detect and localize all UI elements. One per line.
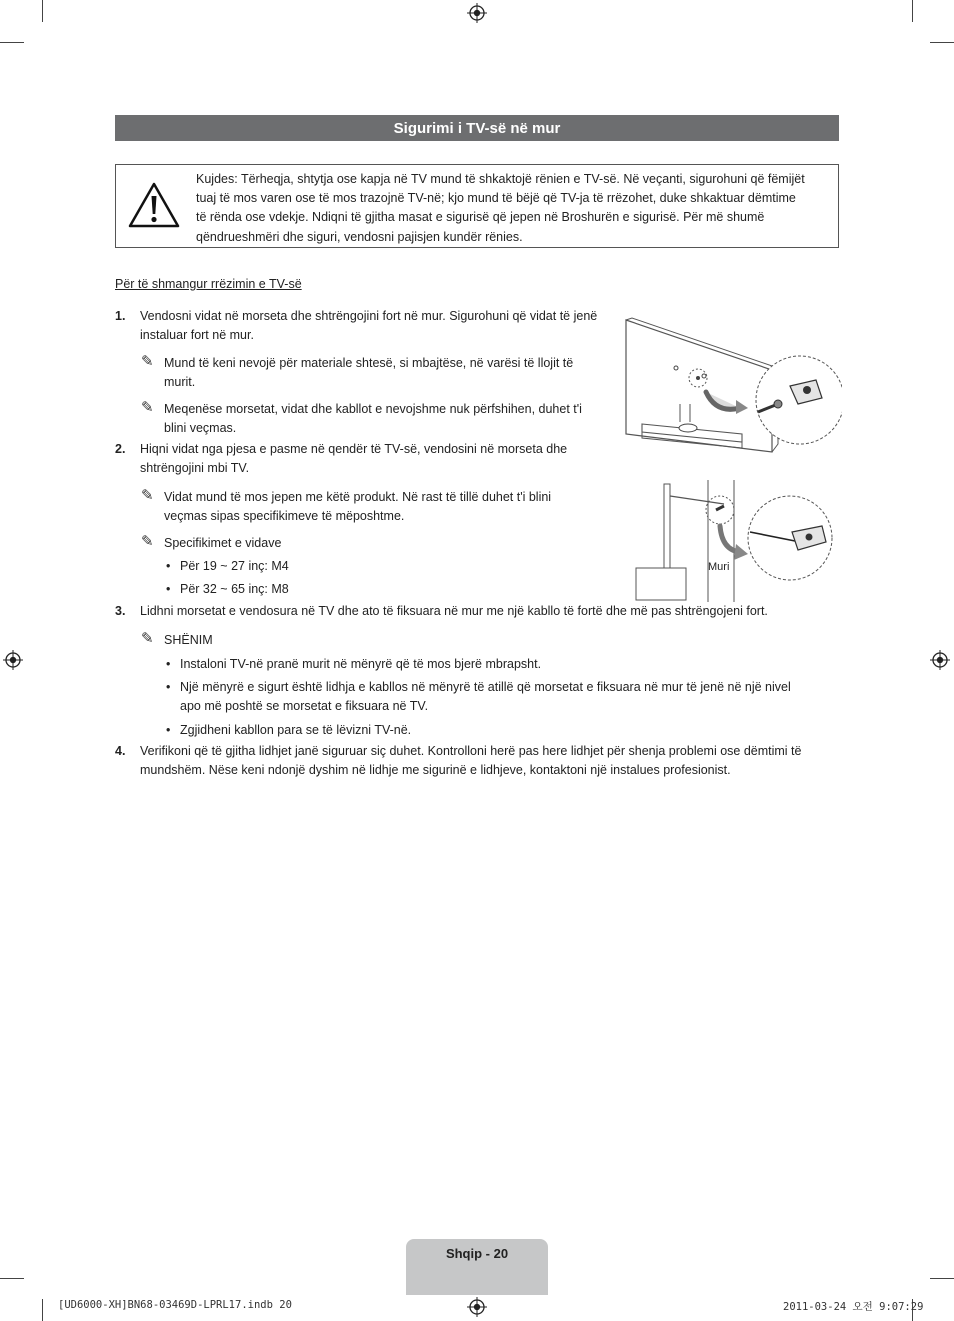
crop-mark	[930, 1278, 954, 1279]
bullet-text: Një mënyrë e sigurt është lidhja e kabllos në mënyrë të atillë që morsetat e fiksuara në mur të jenë në një nivel	[180, 680, 791, 694]
pencil-note-icon: ✎	[141, 353, 154, 370]
bullet-dot: •	[166, 657, 171, 671]
crop-mark	[42, 1299, 43, 1321]
step-text: shtrëngojini mbi TV.	[140, 461, 250, 475]
caution-line: : Tërheqja, shtytja ose kapja në TV mund të shkaktojë rënien e TV-së. Në veçanti, sigurohuni që fëmijët	[234, 172, 805, 186]
caution-line: qëndrueshmëri dhe siguri, vendosni pajisjen kundër rënies.	[196, 229, 523, 244]
bullet-dot: •	[166, 680, 171, 694]
crosshair-mark-icon	[467, 1297, 487, 1317]
pencil-note-icon: ✎	[141, 630, 154, 647]
crosshair-mark-icon	[467, 3, 487, 23]
pencil-note-icon: ✎	[141, 399, 154, 416]
bullet-text: Zgjidheni kabllon para se të lëvizni TV-në.	[180, 723, 412, 737]
pencil-note-icon: ✎	[141, 533, 154, 550]
pencil-note-icon: ✎	[141, 487, 154, 504]
crop-mark	[930, 42, 954, 43]
warning-triangle-icon	[128, 181, 180, 229]
wall-mount-illustration	[632, 480, 842, 602]
crop-mark	[42, 0, 43, 22]
bullet-dot: •	[166, 559, 171, 573]
step-number: 2.	[115, 442, 126, 456]
note-text: Meqenëse morsetat, vidat dhe kabllot e nevojshme nuk përfshihen, duhet t'i	[164, 402, 582, 416]
crop-mark	[0, 1278, 24, 1279]
note-text: murit.	[164, 375, 196, 389]
page-title: Sigurimi i TV-së në mur	[115, 115, 839, 141]
note-text: Mund të keni nevojë për materiale shtesë, si mbajtëse, në varësi të llojit të	[164, 356, 574, 370]
note-text: Specifikimet e vidave	[164, 536, 282, 550]
bullet-text: apo më poshtë se morsetat e fiksuara në TV.	[180, 699, 429, 713]
print-timestamp: 2011-03-24 오전 9:07:29	[783, 1301, 924, 1313]
crosshair-mark-icon	[930, 650, 950, 670]
crop-mark	[0, 42, 24, 43]
note-text: veçmas sipas specifikimeve të mëposhtme.	[164, 509, 405, 523]
note-text: Vidat mund të mos jepen me këtë produkt. Në rast të tillë duhet t'i blini	[164, 490, 552, 504]
step-number: 3.	[115, 604, 126, 618]
caution-label: Kujdes	[196, 172, 235, 186]
note-text: blini veçmas.	[164, 421, 237, 435]
caution-box	[115, 164, 839, 248]
file-info: [UD6000-XH]BN68-03469D-LPRL17.indb 20	[58, 1299, 292, 1311]
step-text: mundshëm. Nëse keni ndonjë dyshim në lidhje me sigurinë e lidhjeve, kontaktoni një instalues profesionist.	[140, 763, 731, 777]
wall-label: Muri	[708, 561, 730, 573]
step-text: Verifikoni që të gjitha lidhjet janë siguruar siç duhet. Kontrolloni herë pas here lidhjet për shenja problemi ose dëmtimi të	[140, 744, 802, 758]
crosshair-mark-icon	[3, 650, 23, 670]
crop-mark	[912, 0, 913, 22]
step-text: Hiqni vidat nga pjesa e pasme në qendër të TV-së, vendosini në morseta dhe	[140, 442, 568, 456]
step-number: 4.	[115, 744, 126, 758]
step-text: instaluar fort në mur.	[140, 328, 254, 342]
section-subheading: Për të shmangur rrëzimin e TV-së	[115, 277, 302, 291]
bullet-text: Instaloni TV-në pranë murit në mënyrë që të mos bjerë mbrapsht.	[180, 657, 542, 671]
caution-line: të rënda ose vdekje. Ndiqni të gjitha masat e sigurisë që jepen në Broshurën e sigurisë. Për më shumë	[196, 210, 765, 225]
bullet-dot: •	[166, 723, 171, 737]
caution-line: tuaj të mos varen ose të mos trazojnë TV-në; kjo mund të bëjë që TV-ja të rrëzohet, duke shkaktuar dëmtime	[196, 191, 796, 206]
bullet-text: Për 32 ~ 65 inç: M8	[180, 582, 289, 596]
note-heading: SHËNIM	[164, 633, 213, 647]
page-number: Shqip - 20	[445, 1246, 509, 1261]
step-text: Vendosni vidat në morseta dhe shtrëngojini fort në mur. Sigurohuni që vidat të jenë	[140, 309, 598, 323]
bullet-text: Për 19 ~ 27 inç: M4	[180, 559, 289, 573]
step-text: Lidhni morsetat e vendosura në TV dhe ato të fiksuara në mur me një kabllo të fortë dhe më pas shtrëngojeni fort.	[140, 604, 768, 618]
bullet-dot: •	[166, 582, 171, 596]
tv-rear-illustration	[612, 312, 842, 472]
step-number: 1.	[115, 309, 126, 323]
caution-text	[196, 170, 831, 247]
